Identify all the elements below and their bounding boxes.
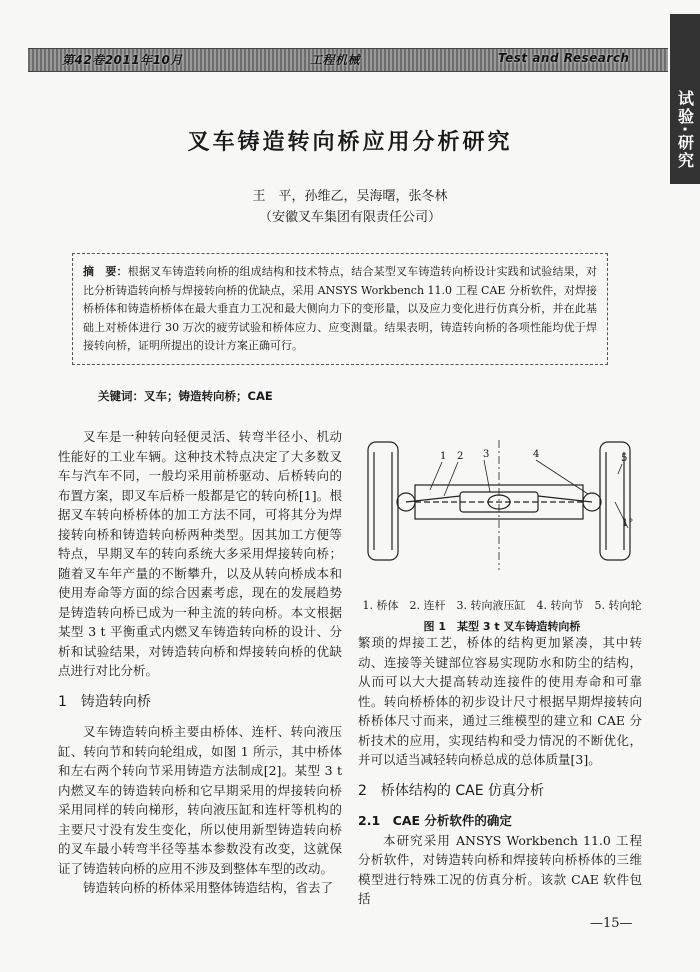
callout-angle: 1° [622, 518, 634, 529]
side-section-tab [670, 14, 700, 184]
paper-title: 叉车铸造转向桥应用分析研究 [187, 129, 513, 155]
callout-3: 3 [483, 449, 490, 460]
keywords: 关键词：叉车；铸造转向桥；CAE [98, 389, 273, 403]
header-section: Test and Research [498, 51, 630, 65]
callout-1: 1 [440, 451, 447, 462]
figure-legend: 1. 桥体 2. 连杆 3. 转向液压缸 4. 转向节 5. 转向轮 [362, 599, 642, 612]
intro-paragraph: 叉车是一种转向轻便灵活、转弯半径小、机动性能好的工业车辆。这种技术特点决定了大多数叉车与汽车不同，一般均采用前桥驱动、后桥转向的布置方案，即叉车后桥一般都是它的转向桥[1]。根据叉车转向桥桥体的加工方法不同，可将其分为焊接转向桥和铸造转向桥两种类型。因其加工方便等特点，早期叉车的转向系统大多采用焊接转向桥；随着叉车年产量的不断攀升，以及从转向桥成本和使用寿命等方面的综合因素考虑，现在的发展趋势是铸造转向桥已成为一种主流的转向桥。本文根据某型 3 t 平衡重式内燃叉车铸造转向桥的设计、分析和试验结果，对铸造转向桥和焊接转向桥的优缺点进行对比分析。 [58, 429, 342, 678]
callout-4: 4 [533, 449, 540, 460]
header-journal: 工程机械 [310, 53, 361, 67]
callout-2: 2 [457, 451, 464, 462]
section-heading-1: 1 铸造转向桥 [58, 693, 151, 710]
continued-paragraph: 繁琐的焊接工艺，桥体的结构更加紧凑，其中转动、连接等关键部位容易实现防水和防尘的结构，从而可以大大提高转动连接件的使用寿命和可靠性。转向桥桥体的初步设计尺寸根据早期焊接转向桥桥体尺寸而来，通过三维模型的建立和 CAE 分析技术的应用，实现结构和受力情况的不断优化，并可以适当减轻转向桥总成的总体质量[3]。 [358, 635, 642, 767]
left-wheel [368, 442, 398, 560]
section1-paragraph-2: 铸造转向桥的桥体采用整体铸造结构，省去了 [83, 880, 334, 895]
steering-axle-figure [360, 430, 644, 590]
section1-paragraph: 叉车铸造转向桥主要由桥体、连杆、转向液压缸、转向节和转向轮组成，如图 1 所示，其中桥体和左右两个转向节采用铸造方法制成[2]。某型 3 t 内燃叉车的铸造转向桥和它早期采用的焊接转向桥采用同样的转向梯形，转向液压缸和连杆等机构的主要尺寸没有发生变化，所以使用新型铸造转向桥的叉车最小转弯半径等基本参数没有改变，这就保证了铸造转向桥的应用不涉及到整体车型的改动。 [58, 724, 342, 876]
abstract-label: 摘 要： [83, 265, 128, 278]
affiliation: （安徽叉车集团有限责任公司） [258, 210, 441, 225]
subsection-heading-2-1: 2.1 CAE 分析软件的确定 [358, 813, 512, 828]
section2-paragraph: 本研究采用 ANSYS Workbench 11.0 工程分析软件，对铸造转向桥和焊接转向桥桥体的三维模型进行特殊工况的仿真分析。该款 CAE 软件包括 [358, 832, 642, 906]
callout-5: 5 [621, 453, 628, 464]
side-section-label: 试验·研究 [675, 90, 695, 171]
section-heading-2: 2 桥体结构的 CAE 仿真分析 [358, 782, 545, 799]
page-number: —15— [590, 916, 633, 931]
abstract-box [72, 253, 608, 365]
abstract-text: 根据叉车铸造转向桥的组成结构和技术特点，结合某型叉车铸造转向桥设计实践和试验结果，对比分析铸造转向桥与焊接转向桥的优缺点，采用 ANSYS Workbench 11.0 工程 CAE 分析软件，对焊接桥桥体和铸造桥桥体在最大垂直力工况和最大侧向力下的变形量，以及应力变化进行仿真分析，并在此基础上对桥体进行 30 万次的疲劳试验和桥体应力、应变测量。结果表明，铸造转向桥的各项性能均优于焊接转向桥，证明所提出的设计方案正确可行。 [83, 265, 598, 352]
header-volume: 第42卷2011年10月 [62, 53, 183, 67]
right-column [358, 633, 642, 909]
running-header [28, 48, 668, 72]
figure-caption: 图 1 某型 3 t 叉车铸造转向桥 [423, 620, 581, 633]
left-column [58, 427, 342, 898]
authors: 王 平，孙维乙，吴海曙，张冬林 [252, 189, 448, 204]
